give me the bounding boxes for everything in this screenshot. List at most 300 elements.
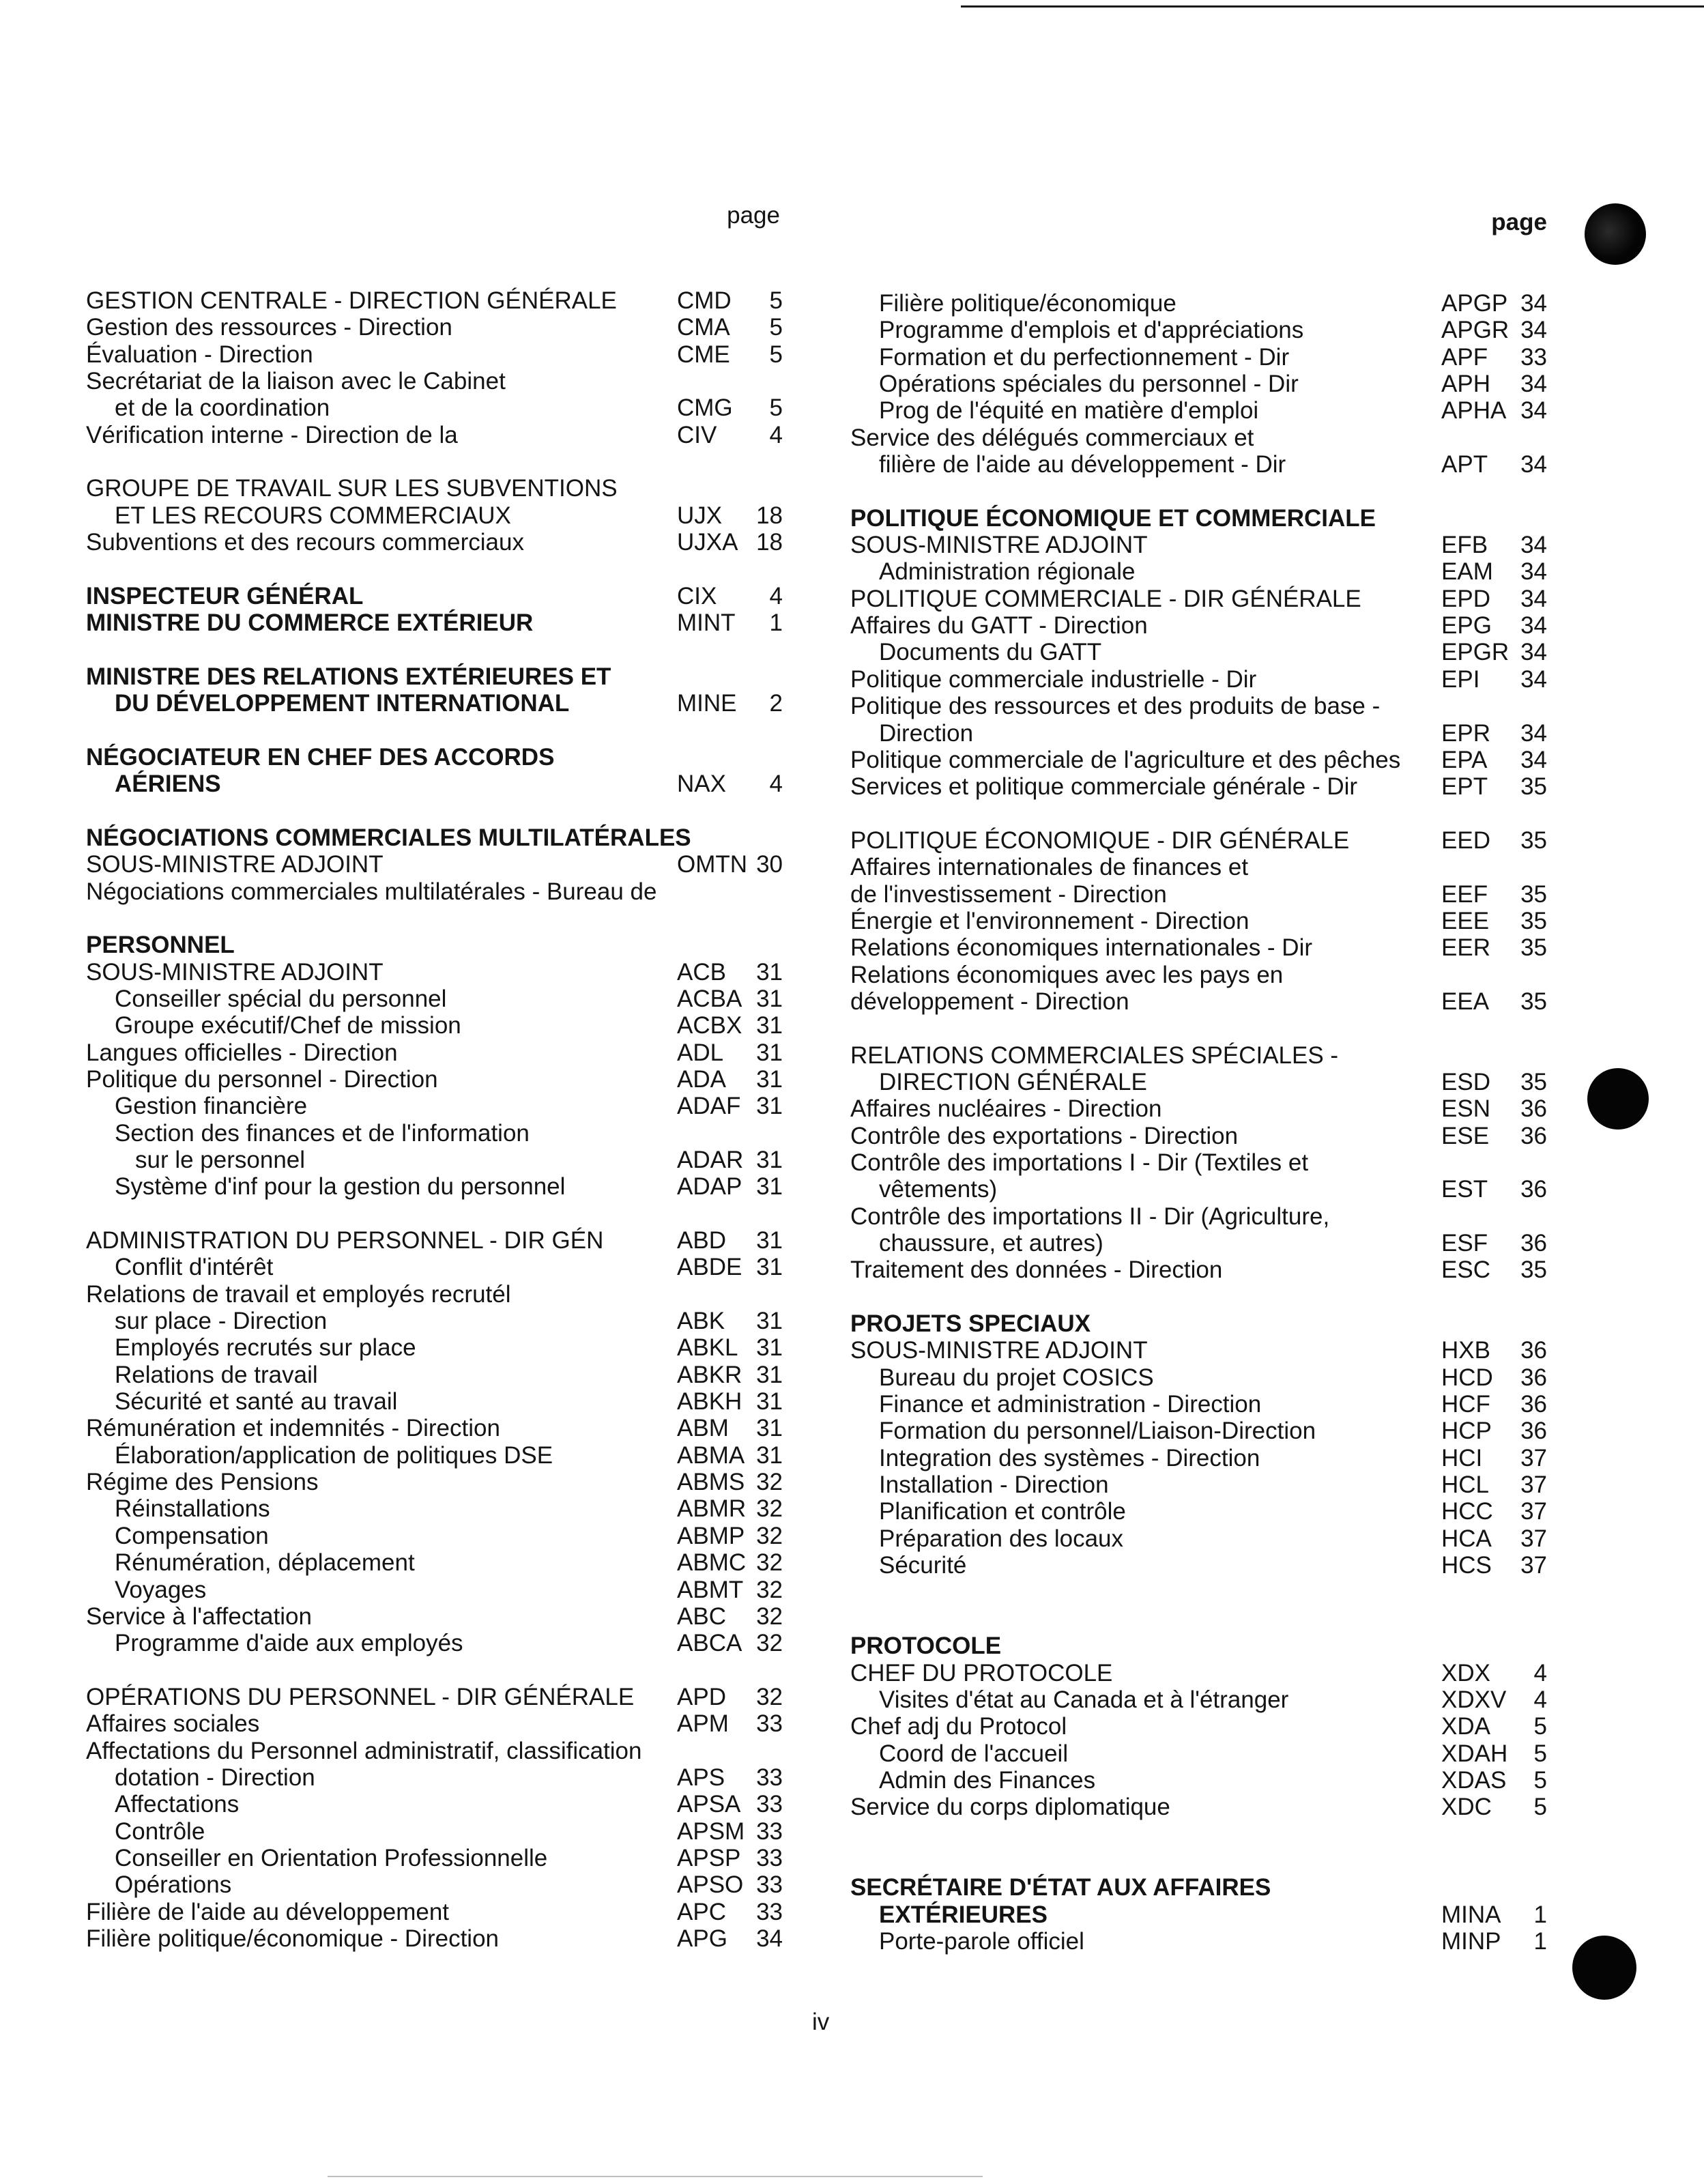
index-entry [850, 693, 1547, 719]
entry-code: ADA [677, 1065, 726, 1093]
entry-page-number: 33 [756, 1871, 783, 1899]
index-entry [850, 854, 1547, 880]
entry-label: Relations de travail et employés recrutél [86, 1280, 511, 1308]
entry-label: Rémunération et indemnités - Direction [86, 1415, 500, 1442]
entry-label: Groupe exécutif/Chef de mission [115, 1012, 461, 1039]
entry-label: Voyages [115, 1576, 207, 1603]
entry-code: EEA [1441, 988, 1490, 1015]
entry-page-number: 30 [756, 851, 783, 878]
entry-label: SOUS-MINISTRE ADJOINT [850, 532, 1148, 559]
entry-code: APD [677, 1683, 726, 1710]
index-entry [86, 878, 783, 905]
index-entry [86, 1039, 783, 1066]
entry-page-number: 34 [1520, 746, 1547, 773]
entry-label: Formation et du perfectionnement - Dir [879, 343, 1290, 371]
entry-code: EER [1441, 934, 1490, 962]
entry-code: APM [677, 1710, 729, 1738]
index-entry [86, 1227, 783, 1254]
blank-line [850, 801, 1547, 827]
entry-page-number: 36 [1520, 1418, 1547, 1445]
index-entry [86, 1684, 783, 1710]
index-entry [850, 1767, 1547, 1794]
index-entry [850, 908, 1547, 934]
entry-page-number: 34 [1520, 532, 1547, 559]
entry-code: EPG [1441, 612, 1492, 640]
entry-label: POLITIQUE COMMERCIALE - DIR GÉNÉRALE [850, 585, 1361, 612]
entry-code: NAX [677, 771, 726, 798]
entry-page-number: 5 [1533, 1713, 1547, 1740]
index-entry [850, 586, 1547, 612]
entry-code: MINT [677, 609, 736, 637]
entry-page-number: 34 [1520, 290, 1547, 317]
entry-page-number: 34 [1520, 451, 1547, 478]
blank-line [850, 1606, 1547, 1633]
entry-code: EPD [1441, 585, 1490, 612]
index-entry [86, 1845, 783, 1871]
entry-code: ESE [1441, 1122, 1490, 1149]
entry-code: EED [1441, 827, 1490, 854]
index-entry [86, 1012, 783, 1039]
entry-label: ADMINISTRATION DU PERSONNEL - DIR GÉN [86, 1227, 604, 1254]
index-entry [86, 1308, 783, 1334]
scan-edge-line [961, 5, 1704, 8]
entry-code: ABK [677, 1308, 725, 1335]
index-entry [86, 1523, 783, 1549]
section-heading [850, 1633, 1547, 1659]
entry-page-number: 5 [769, 314, 783, 341]
entry-code: CMG [677, 394, 733, 422]
index-entry [850, 1552, 1547, 1579]
entry-label: POLITIQUE ÉCONOMIQUE ET COMMERCIALE [850, 504, 1376, 532]
entry-label: Politique des ressources et des produits de base - [850, 693, 1381, 720]
entry-label: MINISTRE DES RELATIONS EXTÉRIEURES ET [86, 663, 611, 690]
entry-label: Rénumération, déplacement [115, 1549, 415, 1577]
entry-label: développement - Direction [850, 988, 1129, 1015]
index-entry [850, 1095, 1547, 1122]
entry-page-number: 1 [1533, 1901, 1547, 1928]
entry-code: MINA [1441, 1901, 1501, 1928]
punch-hole [1585, 203, 1646, 265]
entry-label: Conseiller en Orientation Professionnelle [115, 1844, 548, 1871]
entry-code: ACBX [677, 1012, 742, 1039]
entry-code: ABM [677, 1415, 729, 1442]
entry-label: Services et politique commerciale générale - Dir [850, 773, 1358, 801]
entry-code: HCI [1441, 1444, 1483, 1471]
entry-label: Contrôle des exportations - Direction [850, 1122, 1239, 1149]
entry-page-number: 18 [756, 529, 783, 556]
entry-page-number: 5 [769, 341, 783, 368]
index-entry [86, 1738, 783, 1764]
entry-label: NÉGOCIATEUR EN CHEF DES ACCORDS [86, 743, 555, 771]
entry-page-number: 33 [756, 1817, 783, 1845]
entry-page-number: 34 [1520, 719, 1547, 747]
section-heading [86, 583, 783, 609]
entry-label: CHEF DU PROTOCOLE [850, 1659, 1113, 1686]
entry-code: ABMC [677, 1549, 747, 1577]
entry-page-number: 4 [769, 582, 783, 609]
entry-label: Chef adj du Protocol [850, 1713, 1067, 1740]
entry-code: APGR [1441, 317, 1510, 344]
entry-label: Service du corps diplomatique [850, 1794, 1170, 1821]
index-entry [850, 558, 1547, 585]
entry-label: sur le personnel [135, 1147, 306, 1173]
entry-code: EPA [1441, 746, 1488, 773]
entry-label: Visites d'état au Canada et à l'étranger [879, 1686, 1289, 1713]
entry-code: HCC [1441, 1498, 1493, 1525]
entry-page-number: 36 [1520, 1337, 1547, 1364]
footer-page-number: iv [812, 2009, 830, 2035]
entry-label: PROJETS SPECIAUX [850, 1310, 1091, 1338]
blank-line [86, 1201, 783, 1227]
entry-code: APS [677, 1764, 725, 1791]
index-entry [850, 666, 1547, 693]
punch-hole [1572, 1936, 1636, 2000]
entry-code: ABMP [677, 1522, 745, 1549]
index-entry [850, 1445, 1547, 1471]
index-entry [86, 1442, 783, 1469]
entry-label: Négociations commerciales multilatérales - Bureau de [86, 878, 657, 905]
entry-label: Régime des Pensions [86, 1469, 319, 1496]
entry-page-number: 31 [756, 1361, 783, 1388]
entry-code: CMA [677, 314, 730, 341]
entry-page-number: 33 [756, 1898, 783, 1925]
entry-code: XDXV [1441, 1686, 1507, 1713]
entry-label: SOUS-MINISTRE ADJOINT [86, 958, 384, 986]
entry-label: PERSONNEL [86, 932, 235, 959]
entry-label: Opérations spéciales du personnel - Dir [879, 371, 1299, 398]
entry-code: ESN [1441, 1095, 1490, 1123]
index-entry [850, 1713, 1547, 1740]
entry-page-number: 1 [769, 609, 783, 637]
blank-line [850, 1579, 1547, 1606]
entry-code: XDA [1441, 1713, 1490, 1740]
index-entry [86, 1549, 783, 1576]
entry-code: CME [677, 341, 730, 368]
index-entry [86, 1899, 783, 1925]
entry-page-number: 31 [756, 1254, 783, 1281]
entry-label: Réinstallations [115, 1495, 270, 1523]
entry-label: Installation - Direction [879, 1471, 1109, 1499]
entry-code: ABDE [677, 1254, 742, 1281]
entry-label: DU DÉVELOPPEMENT INTERNATIONAL [115, 690, 570, 717]
index-entry [850, 747, 1547, 773]
section-heading [850, 1901, 1547, 1928]
entry-page-number: 18 [756, 502, 783, 529]
index-entry [86, 1630, 783, 1656]
entry-page-number: 34 [1520, 585, 1547, 612]
entry-label: Porte-parole officiel [879, 1927, 1084, 1955]
entry-page-number: 5 [1533, 1766, 1547, 1794]
index-entry [850, 827, 1547, 854]
entry-code: XDAH [1441, 1740, 1508, 1767]
entry-code: HXB [1441, 1337, 1490, 1364]
index-entry [86, 287, 783, 314]
entry-label: Contrôle [115, 1817, 205, 1845]
entry-code: APT [1441, 451, 1488, 478]
index-entry [86, 1093, 783, 1119]
index-entry [850, 317, 1547, 343]
entry-label: chaussure, et autres) [879, 1230, 1103, 1257]
entry-code: EAM [1441, 558, 1493, 586]
index-entry [850, 720, 1547, 747]
entry-code: ABKH [677, 1388, 742, 1416]
entry-code: UJX [677, 502, 723, 529]
entry-label: Administration régionale [879, 558, 1136, 586]
entry-label: Finance et administration - Direction [879, 1391, 1262, 1418]
entry-label: Affectations [115, 1791, 240, 1818]
index-entry [850, 425, 1547, 451]
entry-label: Integration des systèmes - Direction [879, 1444, 1260, 1471]
entry-page-number: 31 [756, 1173, 783, 1201]
entry-label: Politique commerciale industrielle - Dir [850, 665, 1257, 693]
index-entry [850, 1230, 1547, 1256]
entry-page-number: 35 [1520, 1068, 1547, 1095]
entry-page-number: 35 [1520, 827, 1547, 854]
index-entry [850, 1176, 1547, 1203]
blank-line [850, 1284, 1547, 1310]
entry-label: RELATIONS COMMERCIALES SPÉCIALES - [850, 1041, 1339, 1069]
entry-label: PROTOCOLE [850, 1633, 1002, 1660]
index-entry [86, 394, 783, 421]
entry-code: ABKL [677, 1334, 738, 1362]
entry-page-number: 31 [756, 1039, 783, 1066]
entry-code: ESC [1441, 1256, 1490, 1284]
index-entry [86, 851, 783, 878]
entry-page-number: 32 [756, 1549, 783, 1577]
section-heading [86, 744, 783, 771]
entry-label: Admin des Finances [879, 1766, 1096, 1794]
entry-page-number: 31 [756, 1147, 783, 1173]
entry-label: Sécurité et santé au travail [115, 1388, 398, 1416]
index-entry [850, 1042, 1547, 1069]
entry-code: APGP [1441, 290, 1508, 317]
entry-code: APHA [1441, 397, 1507, 425]
index-entry [86, 475, 783, 502]
entry-label: Traitement des données - Direction [850, 1256, 1223, 1284]
section-heading [86, 663, 783, 690]
entry-page-number: 31 [756, 1441, 783, 1469]
entry-label: Affectations du Personnel administratif, classification [86, 1737, 642, 1764]
entry-label: DIRECTION GÉNÉRALE [879, 1068, 1147, 1095]
entry-code: ABMA [677, 1441, 745, 1469]
index-entry [86, 1173, 783, 1200]
entry-page-number: 31 [756, 1308, 783, 1335]
entry-code: CMD [677, 287, 732, 314]
index-entry [850, 1525, 1547, 1552]
entry-label: Élaboration/application de politiques DSE [115, 1441, 553, 1469]
entry-page-number: 4 [769, 771, 783, 798]
entry-page-number: 5 [1533, 1740, 1547, 1767]
entry-label: SOUS-MINISTRE ADJOINT [850, 1337, 1148, 1364]
entry-code: ABCA [677, 1630, 742, 1657]
entry-label: Compensation [115, 1522, 269, 1549]
index-entry [86, 1254, 783, 1280]
entry-page-number: 34 [1520, 639, 1547, 666]
entry-label: Secrétariat de la liaison avec le Cabinet [86, 368, 506, 395]
entry-label: ET LES RECOURS COMMERCIAUX [115, 502, 511, 529]
entry-label: Affaires du GATT - Direction [850, 612, 1148, 640]
entry-label: Politique commerciale de l'agriculture et des pêches [850, 746, 1401, 773]
index-entry [850, 371, 1547, 397]
index-entry [850, 934, 1547, 961]
entry-code: EST [1441, 1176, 1488, 1203]
entry-code: MINP [1441, 1927, 1501, 1955]
entry-page-number: 32 [756, 1522, 783, 1549]
entry-code: CIV [677, 421, 717, 448]
entry-code: EPGR [1441, 639, 1510, 666]
index-entry [86, 314, 783, 341]
blank-line [850, 1848, 1547, 1874]
index-entry [850, 1794, 1547, 1820]
entry-page-number: 36 [1520, 1095, 1547, 1123]
index-entry [86, 1281, 783, 1308]
entry-page-number: 34 [756, 1925, 783, 1952]
entry-code: APF [1441, 343, 1488, 371]
scan-edge-line [328, 2176, 983, 2177]
entry-label: filière de l'aide au développement - Dir [879, 451, 1286, 478]
entry-label: Conflit d'intérêt [115, 1254, 274, 1281]
entry-page-number: 31 [756, 1065, 783, 1093]
section-heading [86, 609, 783, 636]
section-heading [86, 771, 783, 797]
entry-label: Planification et contrôle [879, 1498, 1126, 1525]
section-heading [86, 690, 783, 717]
index-entry [86, 1469, 783, 1495]
page-column-label-left: page [727, 202, 780, 229]
index-entry [86, 1791, 783, 1817]
entry-page-number: 37 [1520, 1525, 1547, 1552]
entry-label: Politique du personnel - Direction [86, 1065, 438, 1093]
entry-label: Préparation des locaux [879, 1525, 1123, 1552]
entry-label: Relations de travail [115, 1361, 318, 1388]
entry-page-number: 5 [769, 394, 783, 422]
entry-code: HCL [1441, 1471, 1490, 1499]
index-entry [86, 1120, 783, 1147]
index-entry [86, 1818, 783, 1845]
index-entry [850, 1928, 1547, 1955]
entry-label: Affaires internationales de finances et [850, 854, 1249, 881]
entry-label: Évaluation - Direction [86, 341, 313, 368]
entry-label: Affaires nucléaires - Direction [850, 1095, 1162, 1123]
blank-line [850, 1015, 1547, 1041]
entry-page-number: 35 [1520, 880, 1547, 908]
entry-code: HCP [1441, 1418, 1492, 1445]
entry-code: HCD [1441, 1364, 1493, 1391]
entry-page-number: 5 [1533, 1794, 1547, 1821]
blank-line [850, 478, 1547, 504]
blank-line [86, 636, 783, 663]
entry-label: INSPECTEUR GÉNÉRAL [86, 582, 364, 609]
entry-label: Employés recrutés sur place [115, 1334, 416, 1362]
entry-label: Subventions et des recours commerciaux [86, 529, 524, 556]
index-entry [850, 397, 1547, 424]
entry-label: SOUS-MINISTRE ADJOINT [86, 851, 384, 878]
entry-label: Relations économiques avec les pays en [850, 961, 1284, 988]
entry-page-number: 36 [1520, 1364, 1547, 1391]
entry-label: EXTÉRIEURES [879, 1901, 1048, 1928]
entry-label: de l'investissement - Direction [850, 880, 1167, 908]
entry-code: XDC [1441, 1794, 1492, 1821]
index-entry [86, 1764, 783, 1791]
entry-page-number: 31 [756, 1388, 783, 1416]
entry-code: EEE [1441, 907, 1490, 934]
entry-code: UJXA [677, 529, 738, 556]
entry-page-number: 35 [1520, 907, 1547, 934]
entry-code: HCA [1441, 1525, 1492, 1552]
index-entry [850, 1203, 1547, 1230]
entry-code: ABC [677, 1603, 726, 1630]
entry-page-number: 31 [756, 1093, 783, 1120]
entry-code: ADAF [677, 1093, 741, 1120]
entry-label: Contrôle des importations I - Dir (Textiles et [850, 1149, 1309, 1176]
entry-label: Filière politique/économique - Direction [86, 1925, 500, 1952]
entry-page-number: 34 [1520, 397, 1547, 425]
index-entry [850, 773, 1547, 800]
index-entry [850, 988, 1547, 1015]
entry-code: APSA [677, 1791, 741, 1818]
entry-page-number: 32 [756, 1683, 783, 1710]
entry-label: Conseiller spécial du personnel [115, 985, 447, 1012]
entry-code: ADL [677, 1039, 724, 1066]
entry-label: Documents du GATT [879, 639, 1102, 666]
entry-code: MINE [677, 690, 737, 717]
entry-page-number: 2 [769, 690, 783, 717]
index-entry [86, 986, 783, 1012]
index-entry [850, 532, 1547, 558]
index-entry [86, 1415, 783, 1441]
entry-label: Vérification interne - Direction de la [86, 421, 458, 448]
entry-code: EPR [1441, 719, 1490, 747]
entry-page-number: 33 [756, 1710, 783, 1738]
entry-page-number: 36 [1520, 1122, 1547, 1149]
index-entry [86, 1603, 783, 1630]
index-entry [850, 1660, 1547, 1686]
index-entry [86, 1388, 783, 1415]
entry-code: EFB [1441, 532, 1488, 559]
entry-page-number: 5 [769, 287, 783, 314]
entry-page-number: 34 [1520, 558, 1547, 586]
punch-hole [1587, 1068, 1649, 1130]
index-column-left [86, 287, 783, 1952]
entry-label: Bureau du projet COSICS [879, 1364, 1154, 1391]
entry-label: sur place - Direction [115, 1308, 328, 1335]
entry-code: ABMT [677, 1576, 744, 1603]
index-entry [850, 344, 1547, 371]
blank-line [86, 448, 783, 475]
entry-label: Opérations [115, 1871, 232, 1899]
entry-label: SECRÉTAIRE D'ÉTAT AUX AFFAIRES [850, 1874, 1271, 1901]
entry-code: APG [677, 1925, 727, 1952]
index-entry [850, 881, 1547, 908]
entry-page-number: 37 [1520, 1552, 1547, 1579]
entry-label: AÉRIENS [115, 771, 221, 798]
entry-label: Programme d'aide aux employés [115, 1630, 463, 1657]
index-entry [850, 451, 1547, 478]
entry-label: Gestion des ressources - Direction [86, 314, 452, 341]
entry-page-number: 34 [1520, 665, 1547, 693]
entry-page-number: 31 [756, 1227, 783, 1254]
entry-page-number: 35 [1520, 934, 1547, 962]
entry-label: Affaires sociales [86, 1710, 260, 1738]
entry-page-number: 34 [1520, 317, 1547, 344]
entry-label: Contrôle des importations II - Dir (Agriculture, [850, 1203, 1330, 1230]
entry-code: ADAR [677, 1147, 744, 1173]
entry-label: POLITIQUE ÉCONOMIQUE - DIR GÉNÉRALE [850, 827, 1350, 854]
entry-label: et de la coordination [115, 394, 330, 422]
entry-page-number: 31 [756, 1012, 783, 1039]
index-entry [850, 1418, 1547, 1444]
entry-page-number: 36 [1520, 1230, 1547, 1257]
